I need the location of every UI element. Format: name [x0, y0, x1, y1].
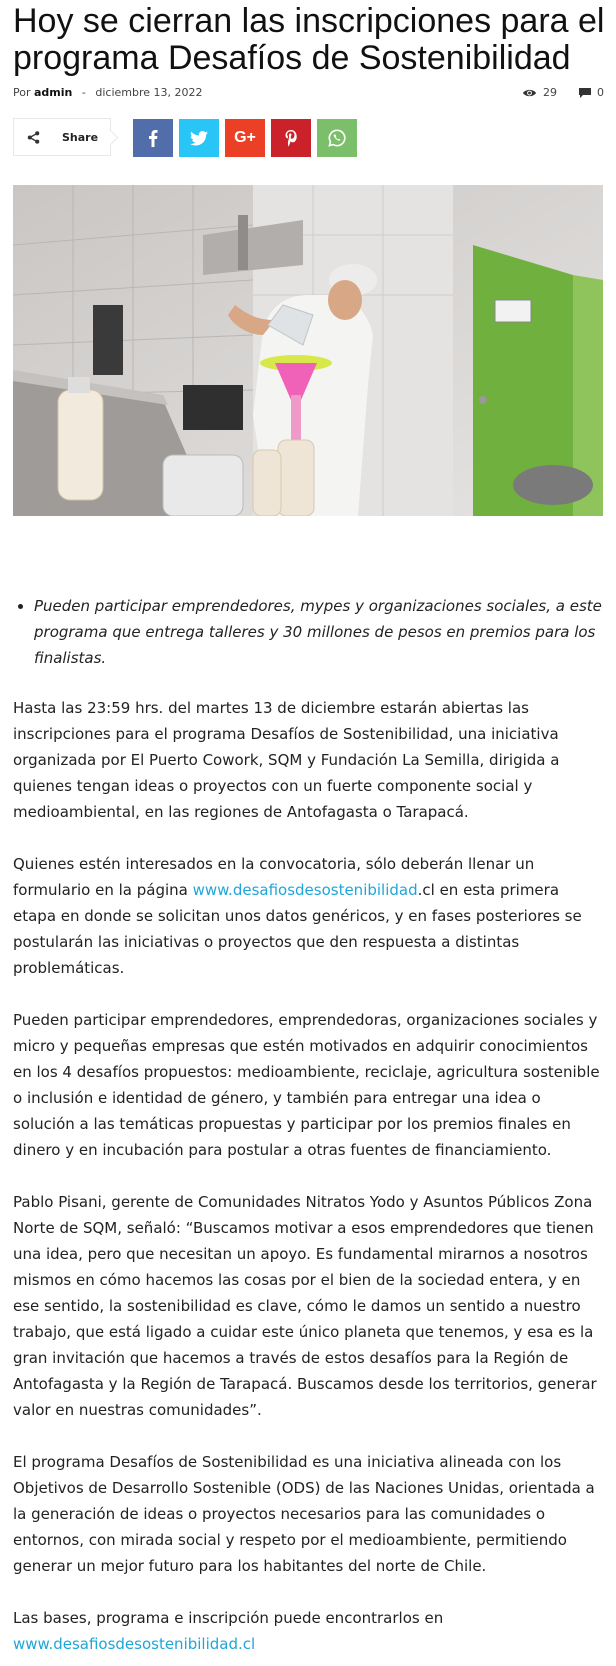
paragraph-4: Pablo Pisani, gerente de Comunidades Nitratos Yodo y Asuntos Públicos Zona Norte de SQM, señaló: “Buscamos motivar a esos emprendedores que tienen una idea, pero que necesitan un apoyo. Es fundamental mirarnos a nosotros mismos en cómo hacemos las cosas por el bien de la sociedad entera, y en ese sentido, la sostenibilidad es clave, cómo le damos un sentido a nuestro trabajo, que está ligado a cuidar este único planeta que tenemos, y esa es la gran invitación que hacemos a través de estos desafíos para la Región de Antofagasta y la Región de Tarapacá. Buscamos desde los territorios, generar valor en nuestras comunidades”. [13, 1193, 597, 1419]
comments-value: 0 [597, 86, 604, 99]
views-value: 29 [543, 86, 557, 99]
comments-count[interactable] [579, 86, 604, 99]
paragraph-3: Pueden participar emprendedores, emprendedoras, organizaciones sociales y micro y pequeñas empresas que estén motivados en adquirir conocimientos en los 4 desafíos propuestos: medioambiente, reciclaje, agricultura sostenible o inclusión e identidad de género, y también para entregar una idea o solución a las temáticas propuestas y participar por los premios finales en dinero y en incubación para postular a otras fuentes de financiamiento. [13, 1011, 600, 1159]
whatsapp-icon [328, 129, 346, 147]
publish-date: diciembre 13, 2022 [95, 86, 203, 99]
by-label: Por [13, 86, 31, 99]
paragraph-1: Hasta las 23:59 hrs. del martes 13 de diciembre estarán abiertas las inscripciones para el programa Desafíos de Sostenibilidad, una iniciativa organizada por El Puerto Cowork, SQM y Fundación La Semilla, dirigida a quienes tengan ideas o proyectos con un fuerte componente social y medioambiental, en las regiones de Antofagasta o Tarapacá. [13, 699, 560, 821]
article-title: Hoy se cierran las inscripciones para el programa Desafíos de Sostenibilidad [13, 2, 605, 77]
share-icon [14, 131, 52, 144]
author-link[interactable]: admin [34, 86, 73, 99]
paragraph-2-rest: .cl en esta primera etapa en donde se solicitan unos datos genéricos, y en fases posteriores se postularán las iniciativas o proyectos que den respuesta a distintas problemáticas. [13, 881, 582, 977]
paragraph-6 [13, 1605, 603, 1657]
paragraph-6-text: Las bases, programa e inscripción puede encontrarlos en [13, 1609, 444, 1627]
website-link[interactable]: www.desafiosdesostenibilidad [192, 881, 418, 899]
pinterest-icon [285, 130, 297, 147]
google-plus-icon: G+ [234, 129, 256, 146]
paragraph-2-text: Quienes estén interesados en la convocatoria, sólo deberán llenar un formulario en la página [13, 855, 535, 899]
paragraph-5: El programa Desafíos de Sostenibilidad es una iniciativa alineada con los Objetivos de Desarrollo Sostenible (ODS) de las Naciones Unidas, orientada a la generación de ideas o proyectos necesarios para las comunidades o entornos, con mirada social y respeto por el medioambiente, permitiendo generar un mejor futuro para los habitantes del norte de Chile. [13, 1453, 595, 1575]
meta-separator: - [81, 86, 86, 99]
article-body [13, 593, 603, 1657]
facebook-icon [148, 129, 158, 147]
twitter-icon [190, 131, 208, 146]
paragraph-2 [13, 851, 603, 981]
twitter-share-button[interactable] [179, 119, 219, 157]
share-label: Share [62, 130, 99, 144]
article-meta [13, 86, 203, 99]
views-count [522, 86, 557, 99]
share-button[interactable] [13, 118, 111, 156]
eye-icon [522, 88, 537, 98]
whatsapp-share-button[interactable] [317, 119, 357, 157]
bases-link[interactable]: www.desafiosdesostenibilidad.cl [13, 1635, 256, 1653]
google-plus-share-button[interactable] [225, 119, 265, 157]
summary-bullet: • Pueden participar emprendedores, mypes y organizaciones sociales, a este programa que entrega talleres y 30 millones de pesos en premios para los finalistas. [34, 593, 603, 671]
facebook-share-button[interactable] [133, 119, 173, 157]
pinterest-share-button[interactable] [271, 119, 311, 157]
comment-icon [579, 88, 591, 98]
hero-image [13, 185, 603, 516]
summary-list [13, 593, 603, 671]
article-stats [500, 86, 604, 99]
